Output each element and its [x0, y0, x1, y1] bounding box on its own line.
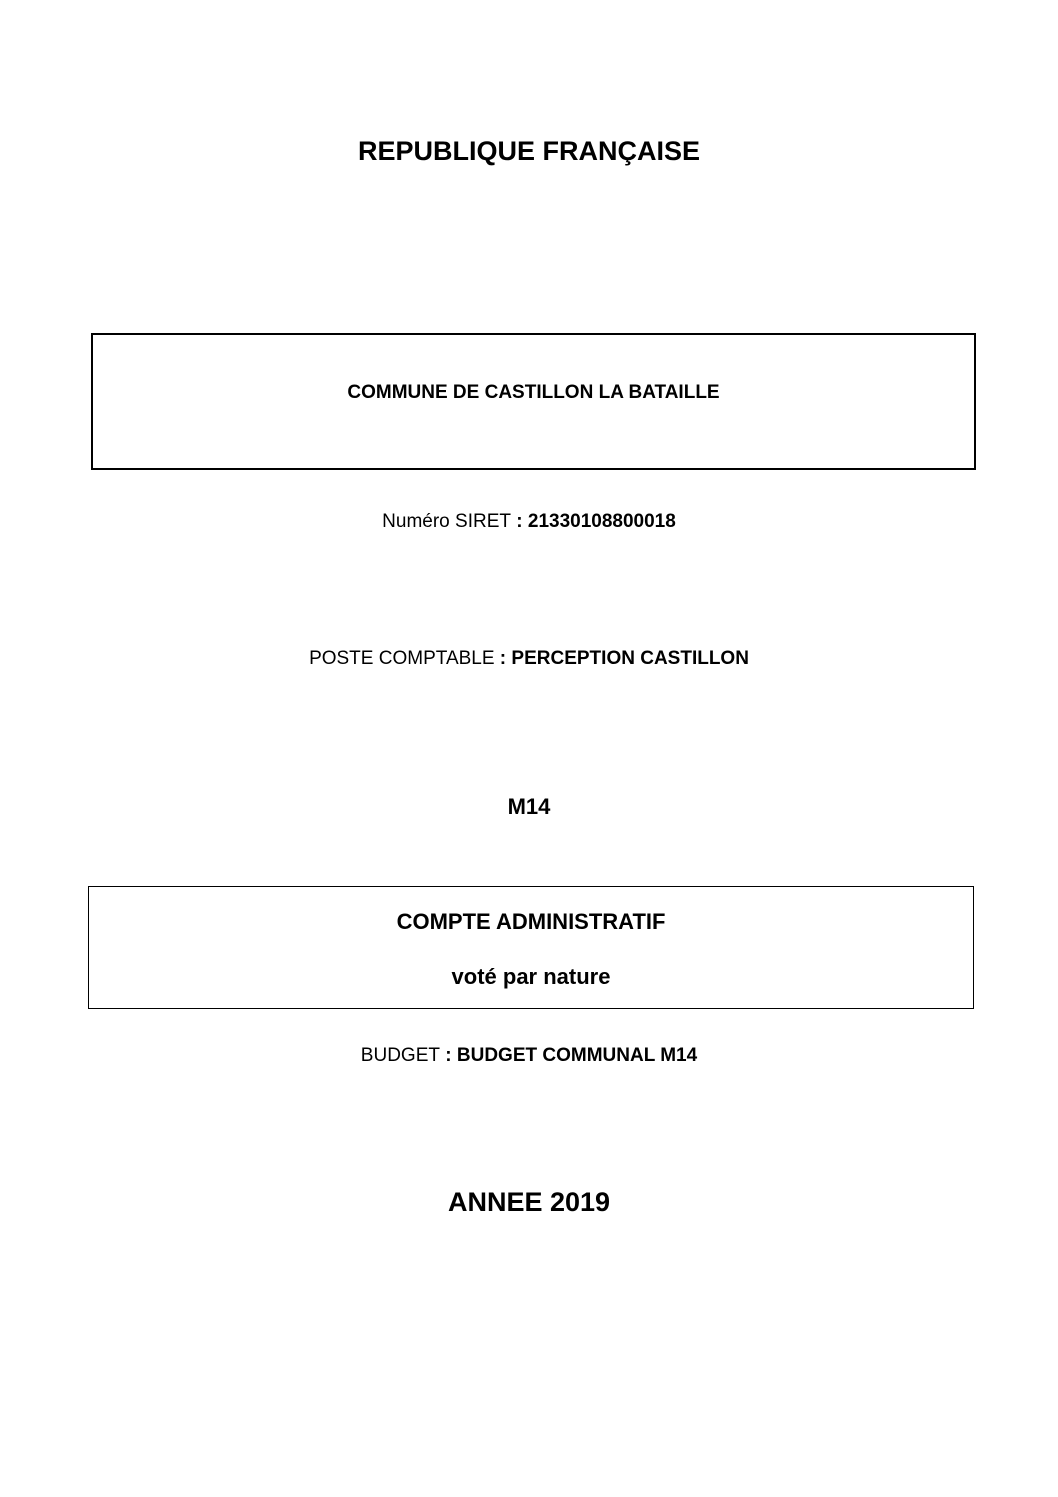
- annee: ANNEE 2019: [447, 1187, 611, 1217]
- siret-value: 21330108800018: [527, 511, 676, 532]
- commune-name: COMMUNE DE CASTILLON LA BATAILLE: [347, 382, 720, 403]
- budget-value: BUDGET COMMUNAL M14: [456, 1045, 698, 1066]
- budget-separator: :: [439, 1045, 457, 1066]
- budget-line: [0, 1045, 1058, 1067]
- poste-separator: :: [494, 648, 512, 669]
- siret-label: Numéro SIRET: [382, 511, 511, 532]
- poste-comptable-line: [0, 648, 1058, 670]
- document-subtitle: voté par nature: [451, 964, 611, 989]
- document-title: COMPTE ADMINISTRATIF: [396, 909, 666, 934]
- budget-label: BUDGET: [360, 1045, 440, 1066]
- poste-label: POSTE COMPTABLE: [309, 648, 495, 669]
- commune-box: [91, 333, 976, 470]
- siret-separator: :: [510, 511, 528, 532]
- siret-line: [0, 511, 1058, 533]
- poste-value: PERCEPTION CASTILLON: [511, 648, 749, 669]
- nomenclature: M14: [507, 794, 551, 819]
- compte-administratif-box: [88, 886, 974, 1009]
- page-title: REPUBLIQUE FRANÇAISE: [357, 136, 701, 166]
